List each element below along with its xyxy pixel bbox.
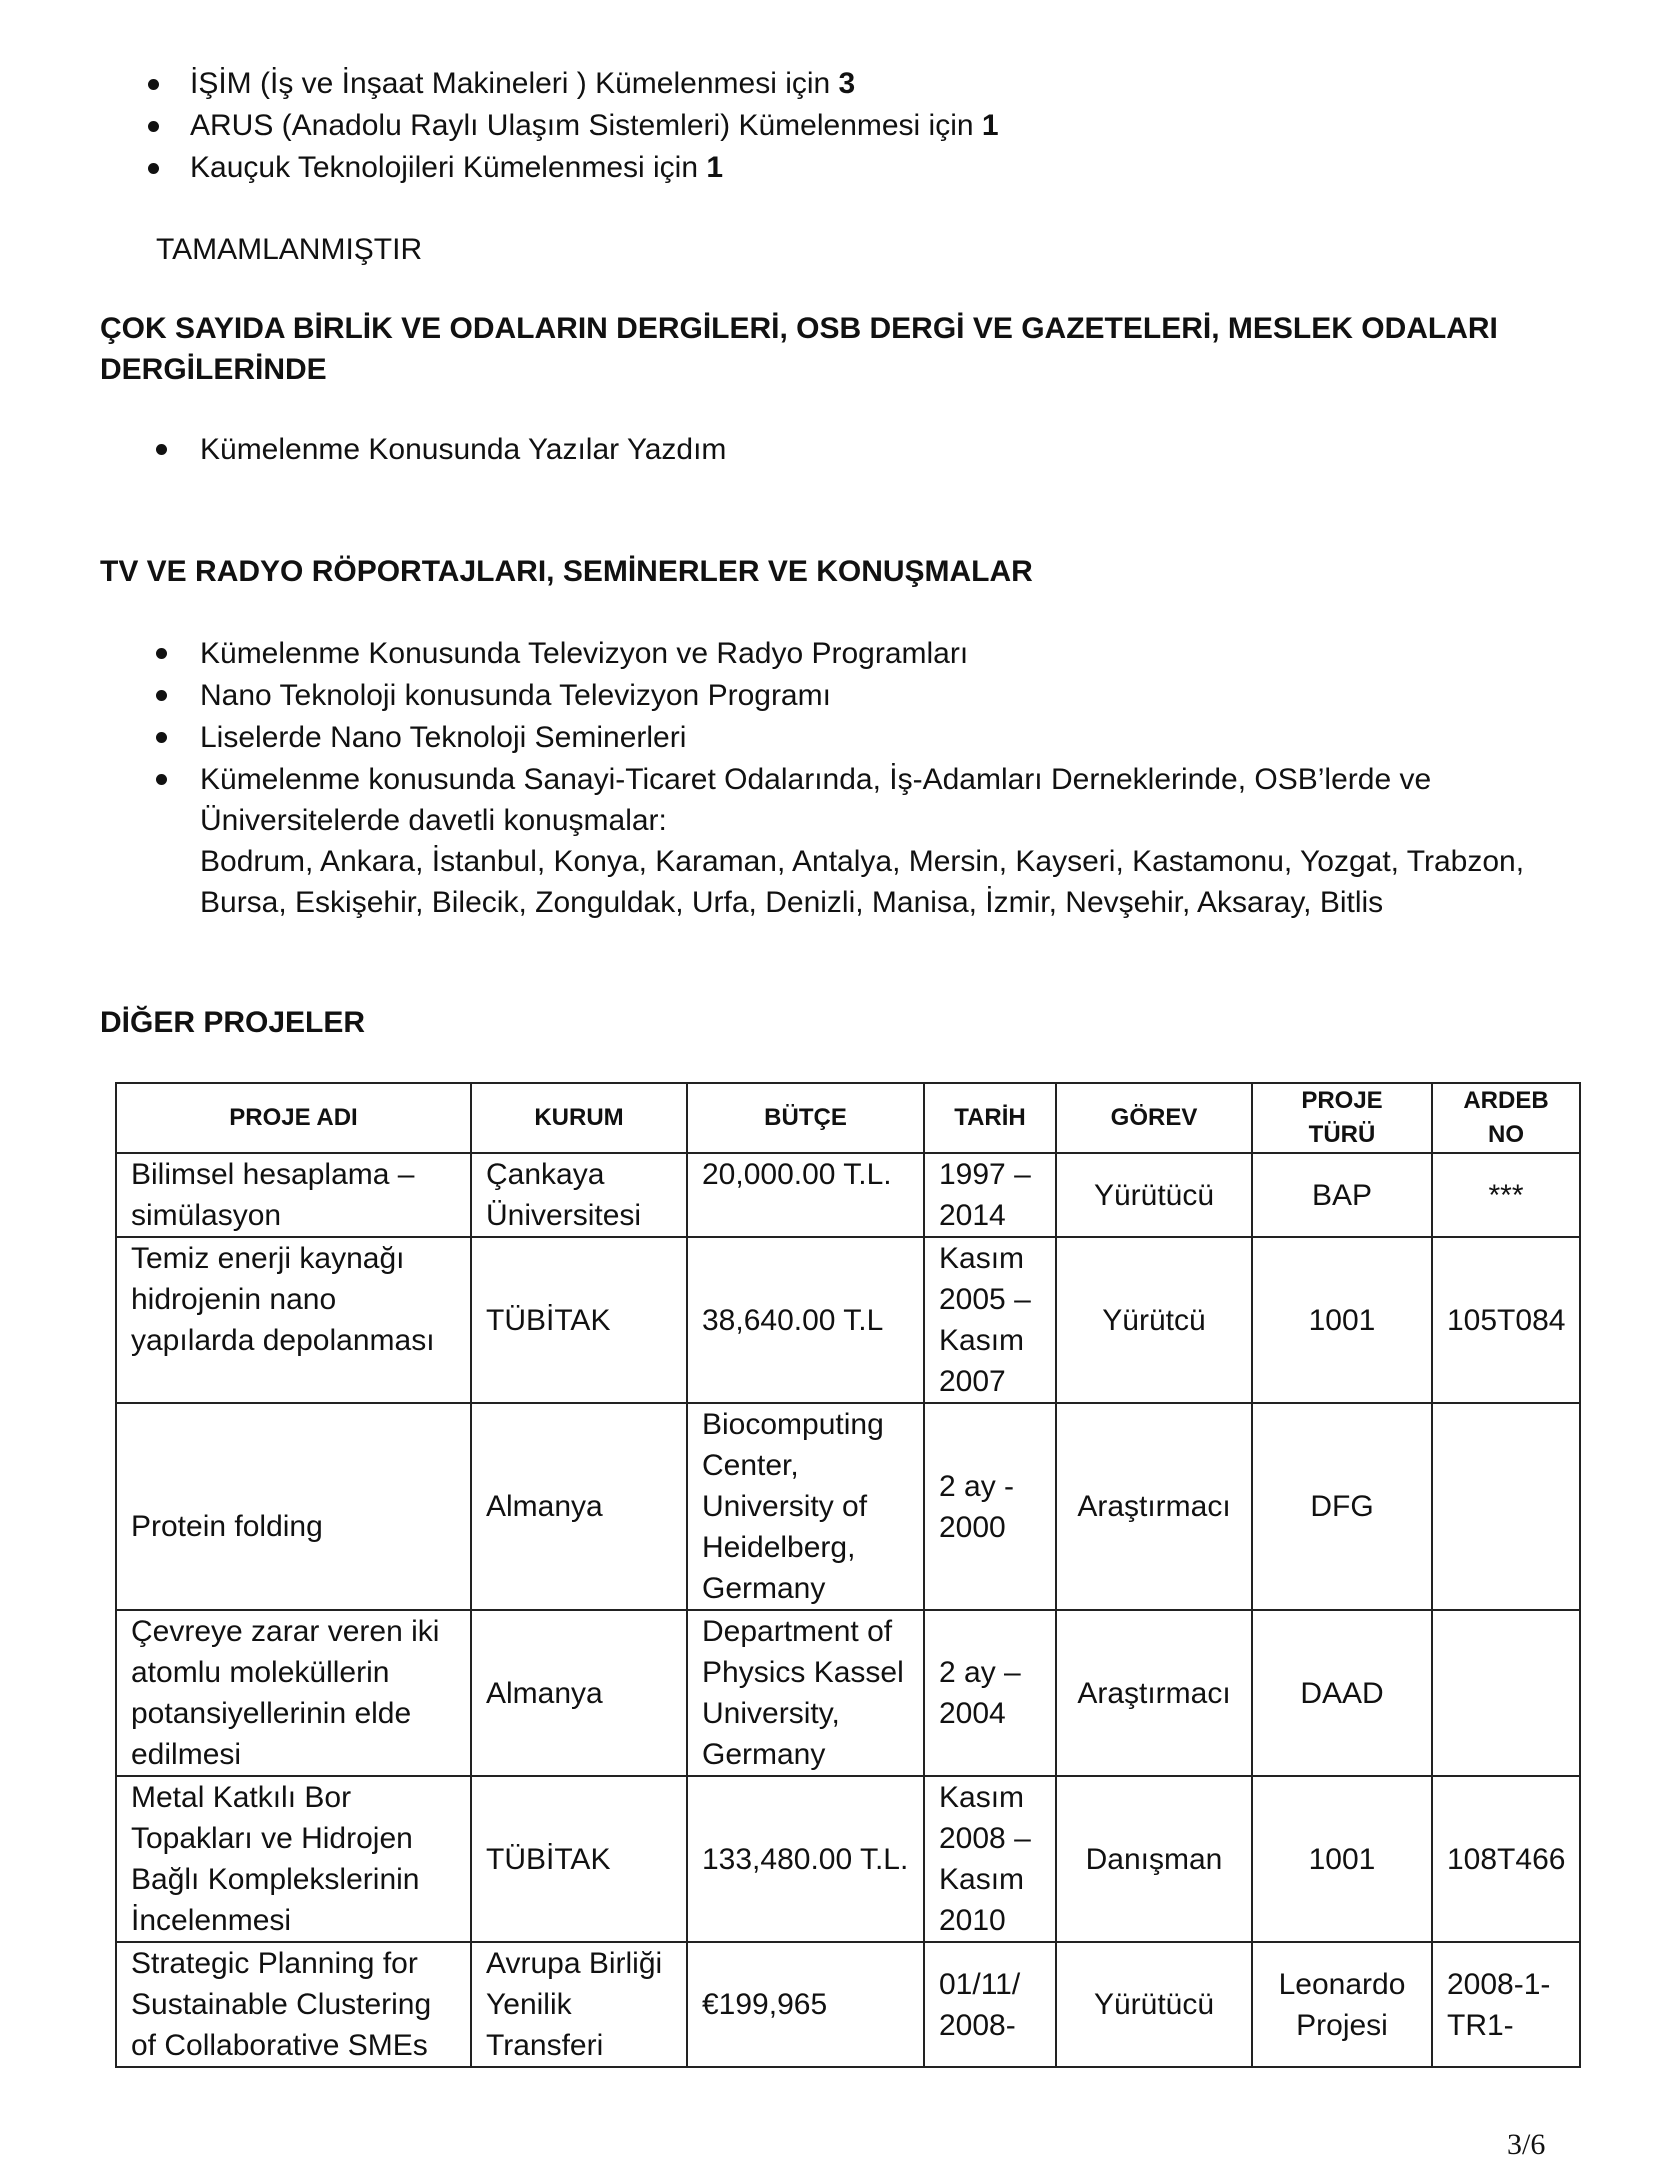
table-header-row bbox=[116, 1083, 1580, 1153]
table-row bbox=[116, 1403, 1580, 1610]
cell-date: 1997 – 2014 bbox=[924, 1153, 1056, 1237]
cell-project-type: DFG bbox=[1252, 1403, 1432, 1610]
column-header: PROJE TÜRÜ bbox=[1252, 1083, 1432, 1153]
cell-project-type: 1001 bbox=[1252, 1776, 1432, 1942]
cell-institution: TÜBİTAK bbox=[471, 1776, 687, 1942]
list-item: Kümelenme Konusunda Yazılar Yazdım bbox=[200, 433, 727, 466]
table-row bbox=[116, 1237, 1580, 1403]
bullet-icon bbox=[156, 690, 167, 701]
cell-project-name: Protein folding bbox=[116, 1403, 471, 1610]
bullet-icon bbox=[156, 774, 167, 785]
projects-table bbox=[115, 1082, 1581, 2068]
cell-ardeb-no bbox=[1432, 1403, 1580, 1610]
cell-project-name: Metal Katkılı Bor Topakları ve Hidrojen Bağlı Komplekslerinin İncelenmesi bbox=[116, 1776, 471, 1942]
cell-ardeb-no: 2008-1-TR1- bbox=[1432, 1942, 1580, 2067]
cell-institution: Çankaya Üniversitesi bbox=[471, 1153, 687, 1237]
cell-ardeb-no: 108T466 bbox=[1432, 1776, 1580, 1942]
page-number: 3/6 bbox=[1507, 2128, 1546, 2161]
cell-date: Kasım 2008 – Kasım 2010 bbox=[924, 1776, 1056, 1942]
cell-role: Yürütcü bbox=[1056, 1237, 1252, 1403]
cell-budget: 38,640.00 T.L bbox=[687, 1237, 924, 1403]
table-row bbox=[116, 1610, 1580, 1776]
cell-ardeb-no: 105T084 bbox=[1432, 1237, 1580, 1403]
section-heading-media: TV VE RADYO RÖPORTAJLARI, SEMİNERLER VE KONUŞMALAR bbox=[100, 555, 1033, 588]
cell-date: 2 ay – 2004 bbox=[924, 1610, 1056, 1776]
cell-project-name: Çevreye zarar veren iki atomlu moleküllerin potansiyellerinin elde edilmesi bbox=[116, 1610, 471, 1776]
cell-institution: Almanya bbox=[471, 1403, 687, 1610]
table-row bbox=[116, 1942, 1580, 2067]
cell-institution: Almanya bbox=[471, 1610, 687, 1776]
list-item: ARUS (Anadolu Raylı Ulaşım Sistemleri) Kümelenmesi için 1 bbox=[190, 109, 999, 142]
bullet-icon bbox=[156, 648, 167, 659]
column-header: BÜTÇE bbox=[687, 1083, 924, 1153]
cell-project-type: Leonardo Projesi bbox=[1252, 1942, 1432, 2067]
bullet-icon bbox=[156, 732, 167, 743]
bullet-icon bbox=[148, 79, 159, 90]
list-item: Nano Teknoloji konusunda Televizyon Programı bbox=[200, 679, 831, 712]
cell-project-name: Temiz enerji kaynağı hidrojenin nano yapılarda depolanması bbox=[116, 1237, 471, 1403]
cell-ardeb-no bbox=[1432, 1610, 1580, 1776]
cell-project-type: BAP bbox=[1252, 1153, 1432, 1237]
cell-budget: 133,480.00 T.L. bbox=[687, 1776, 924, 1942]
column-header: KURUM bbox=[471, 1083, 687, 1153]
list-item: Kümelenme Konusunda Televizyon ve Radyo Programları bbox=[200, 637, 969, 670]
column-header: GÖREV bbox=[1056, 1083, 1252, 1153]
cell-project-type: DAAD bbox=[1252, 1610, 1432, 1776]
cell-role: Araştırmacı bbox=[1056, 1610, 1252, 1776]
cell-role: Araştırmacı bbox=[1056, 1403, 1252, 1610]
cell-date: Kasım 2005 – Kasım 2007 bbox=[924, 1237, 1056, 1403]
list-item: Kauçuk Teknolojileri Kümelenmesi için 1 bbox=[190, 151, 724, 184]
cell-date: 01/11/ 2008- bbox=[924, 1942, 1056, 2067]
cell-role: Yürütücü bbox=[1056, 1153, 1252, 1237]
table-row bbox=[116, 1153, 1580, 1237]
completed-label: TAMAMLANMIŞTIR bbox=[156, 233, 423, 266]
section-heading-journals: ÇOK SAYIDA BİRLİK VE ODALARIN DERGİLERİ, OSB DERGİ VE GAZETELERİ, MESLEK ODALARI DERGİLERİNDE bbox=[100, 312, 1498, 386]
cell-ardeb-no: *** bbox=[1432, 1153, 1580, 1237]
cell-budget: Department of Physics Kassel University, Germany bbox=[687, 1610, 924, 1776]
table-row bbox=[116, 1776, 1580, 1942]
cell-role: Danışman bbox=[1056, 1776, 1252, 1942]
cell-budget: €199,965 bbox=[687, 1942, 924, 2067]
cell-institution: Avrupa Birliği Yenilik Transferi bbox=[471, 1942, 687, 2067]
list-item: İŞİM (İş ve İnşaat Makineleri ) Kümelenmesi için 3 bbox=[190, 67, 856, 100]
cell-budget: 20,000.00 T.L. bbox=[687, 1153, 924, 1237]
cell-role: Yürütücü bbox=[1056, 1942, 1252, 2067]
cell-institution: TÜBİTAK bbox=[471, 1237, 687, 1403]
column-header: TARİH bbox=[924, 1083, 1056, 1153]
bullet-icon bbox=[156, 444, 167, 455]
cell-project-name: Bilimsel hesaplama – simülasyon bbox=[116, 1153, 471, 1237]
list-item: Liselerde Nano Teknoloji Seminerleri bbox=[200, 721, 687, 754]
cell-project-type: 1001 bbox=[1252, 1237, 1432, 1403]
column-header: ARDEB NO bbox=[1432, 1083, 1580, 1153]
cell-budget: Biocomputing Center, University of Heidelberg, Germany bbox=[687, 1403, 924, 1610]
list-item-talks: Kümelenme konusunda Sanayi-Ticaret Odalarında, İş-Adamları Derneklerinde, OSB’lerde ve Üniversitelerde davetli konuşmalar: Bodrum, Ankara, İstanbul, Konya, Karaman, Antalya, Mersin, Kayseri, Kastamonu, Yozgat, Trabzon, Bursa, Eskişehir, Bilecik, Zonguldak, Urfa, Denizli, Manisa, İzmir, Nevşehir, Aksaray, Bitlis bbox=[200, 763, 1525, 919]
cell-project-name: Strategic Planning for Sustainable Clustering of Collaborative SMEs bbox=[116, 1942, 471, 2067]
column-header: PROJE ADI bbox=[116, 1083, 471, 1153]
bullet-icon bbox=[148, 163, 159, 174]
section-heading-projects: DİĞER PROJELER bbox=[100, 1006, 366, 1039]
cell-date: 2 ay - 2000 bbox=[924, 1403, 1056, 1610]
bullet-icon bbox=[148, 121, 159, 132]
